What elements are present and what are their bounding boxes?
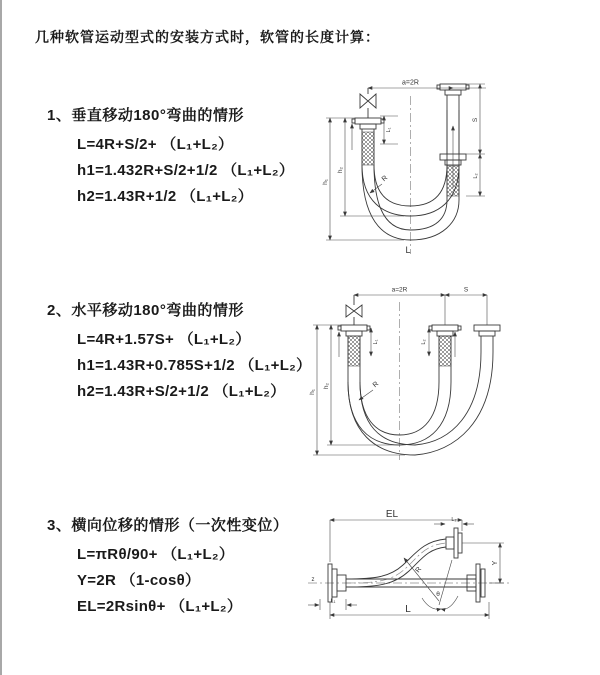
valve-symbol — [360, 88, 376, 118]
radius-label: R — [380, 174, 390, 184]
formula-h1: h1=1.43R+0.785S+1/2 （L₁+L₂） — [77, 357, 312, 374]
dim-a2r-label: a=2R — [402, 79, 419, 87]
dim-h1-label: h₁ — [322, 179, 329, 185]
diagram-lateral-displacement — [300, 498, 600, 666]
dim-h2-label: h₂ — [323, 382, 330, 390]
dim-el-label: EL — [385, 509, 399, 520]
section-3-formulas — [77, 542, 288, 620]
section-1-heading: 1、垂直移动180°弯曲的情形 — [47, 107, 244, 124]
radius-label: R — [371, 380, 381, 390]
formula-h1: h1=1.432R+S/2+1/2 （L₁+L₂） — [77, 162, 295, 179]
dim-l-label: L — [405, 604, 411, 615]
dim-y-label: Y — [492, 560, 499, 566]
hose-outline — [348, 336, 493, 455]
right-flange-upper — [437, 84, 469, 95]
dim-l1-label: L₁ — [386, 127, 392, 133]
section-vertical-movement — [47, 104, 294, 210]
dimension-lines — [326, 84, 486, 240]
formula-length: L=πRθ/90+ （L₁+L₂） — [77, 546, 235, 563]
upper-flange — [446, 528, 462, 558]
dim-h1-label: h₁ — [309, 389, 316, 395]
diagram-horizontal-u-bend — [305, 282, 597, 467]
formula-length: L=4R+1.57S+ （L₁+L₂） — [77, 331, 251, 348]
diagram-vertical-u-bend — [318, 70, 553, 260]
page-title: 几种软管运动型式的安装方式时，软管的长度计算： — [35, 29, 380, 45]
dimension-labels — [312, 509, 500, 615]
left-flange — [338, 325, 370, 336]
right-flange — [474, 325, 500, 336]
dim-l1-label: L₁ — [330, 598, 336, 605]
radius-label: R — [414, 565, 424, 575]
valve-symbol — [346, 295, 362, 325]
dim-l1-label: L₁ — [373, 339, 379, 345]
dim-s-label: S — [463, 286, 469, 294]
formula-h2: h2=1.43R+S/2+1/2 （L₁+L₂） — [77, 383, 286, 400]
dim-l2-label: L₂ — [451, 517, 457, 523]
length-label: L — [405, 245, 411, 255]
dim-a2r-label: a=2R — [391, 286, 408, 294]
formula-el: EL=2Rsinθ+ （L₁+L₂） — [77, 598, 243, 615]
theta-label: θ — [436, 591, 440, 598]
dim-h2-label: h₂ — [337, 166, 344, 174]
left-flange — [352, 118, 384, 129]
dimension-lines — [313, 295, 487, 455]
section-2-heading: 2、水平移动180°弯曲的情形 — [47, 302, 244, 319]
geometry-construction — [404, 558, 458, 609]
break-mark: z — [311, 577, 315, 583]
section-lateral-displacement — [47, 514, 288, 620]
formula-h2: h2=1.43R+1/2 （L₁+L₂） — [77, 188, 254, 205]
section-3-heading: 3、横向位移的情形（一次性变位） — [47, 517, 289, 534]
formula-y: Y=2R （1-cosθ） — [77, 572, 201, 589]
dim-s-label: S — [472, 117, 479, 123]
section-horizontal-movement — [47, 299, 311, 405]
formula-length: L=4R+S/2+ （L₁+L₂） — [77, 136, 234, 153]
section-1-formulas — [77, 132, 294, 210]
middle-flange — [429, 325, 461, 336]
dim-l2-label: L₂ — [473, 173, 479, 179]
section-2-formulas — [77, 327, 311, 405]
dim-l2-label: L₂ — [421, 339, 427, 345]
